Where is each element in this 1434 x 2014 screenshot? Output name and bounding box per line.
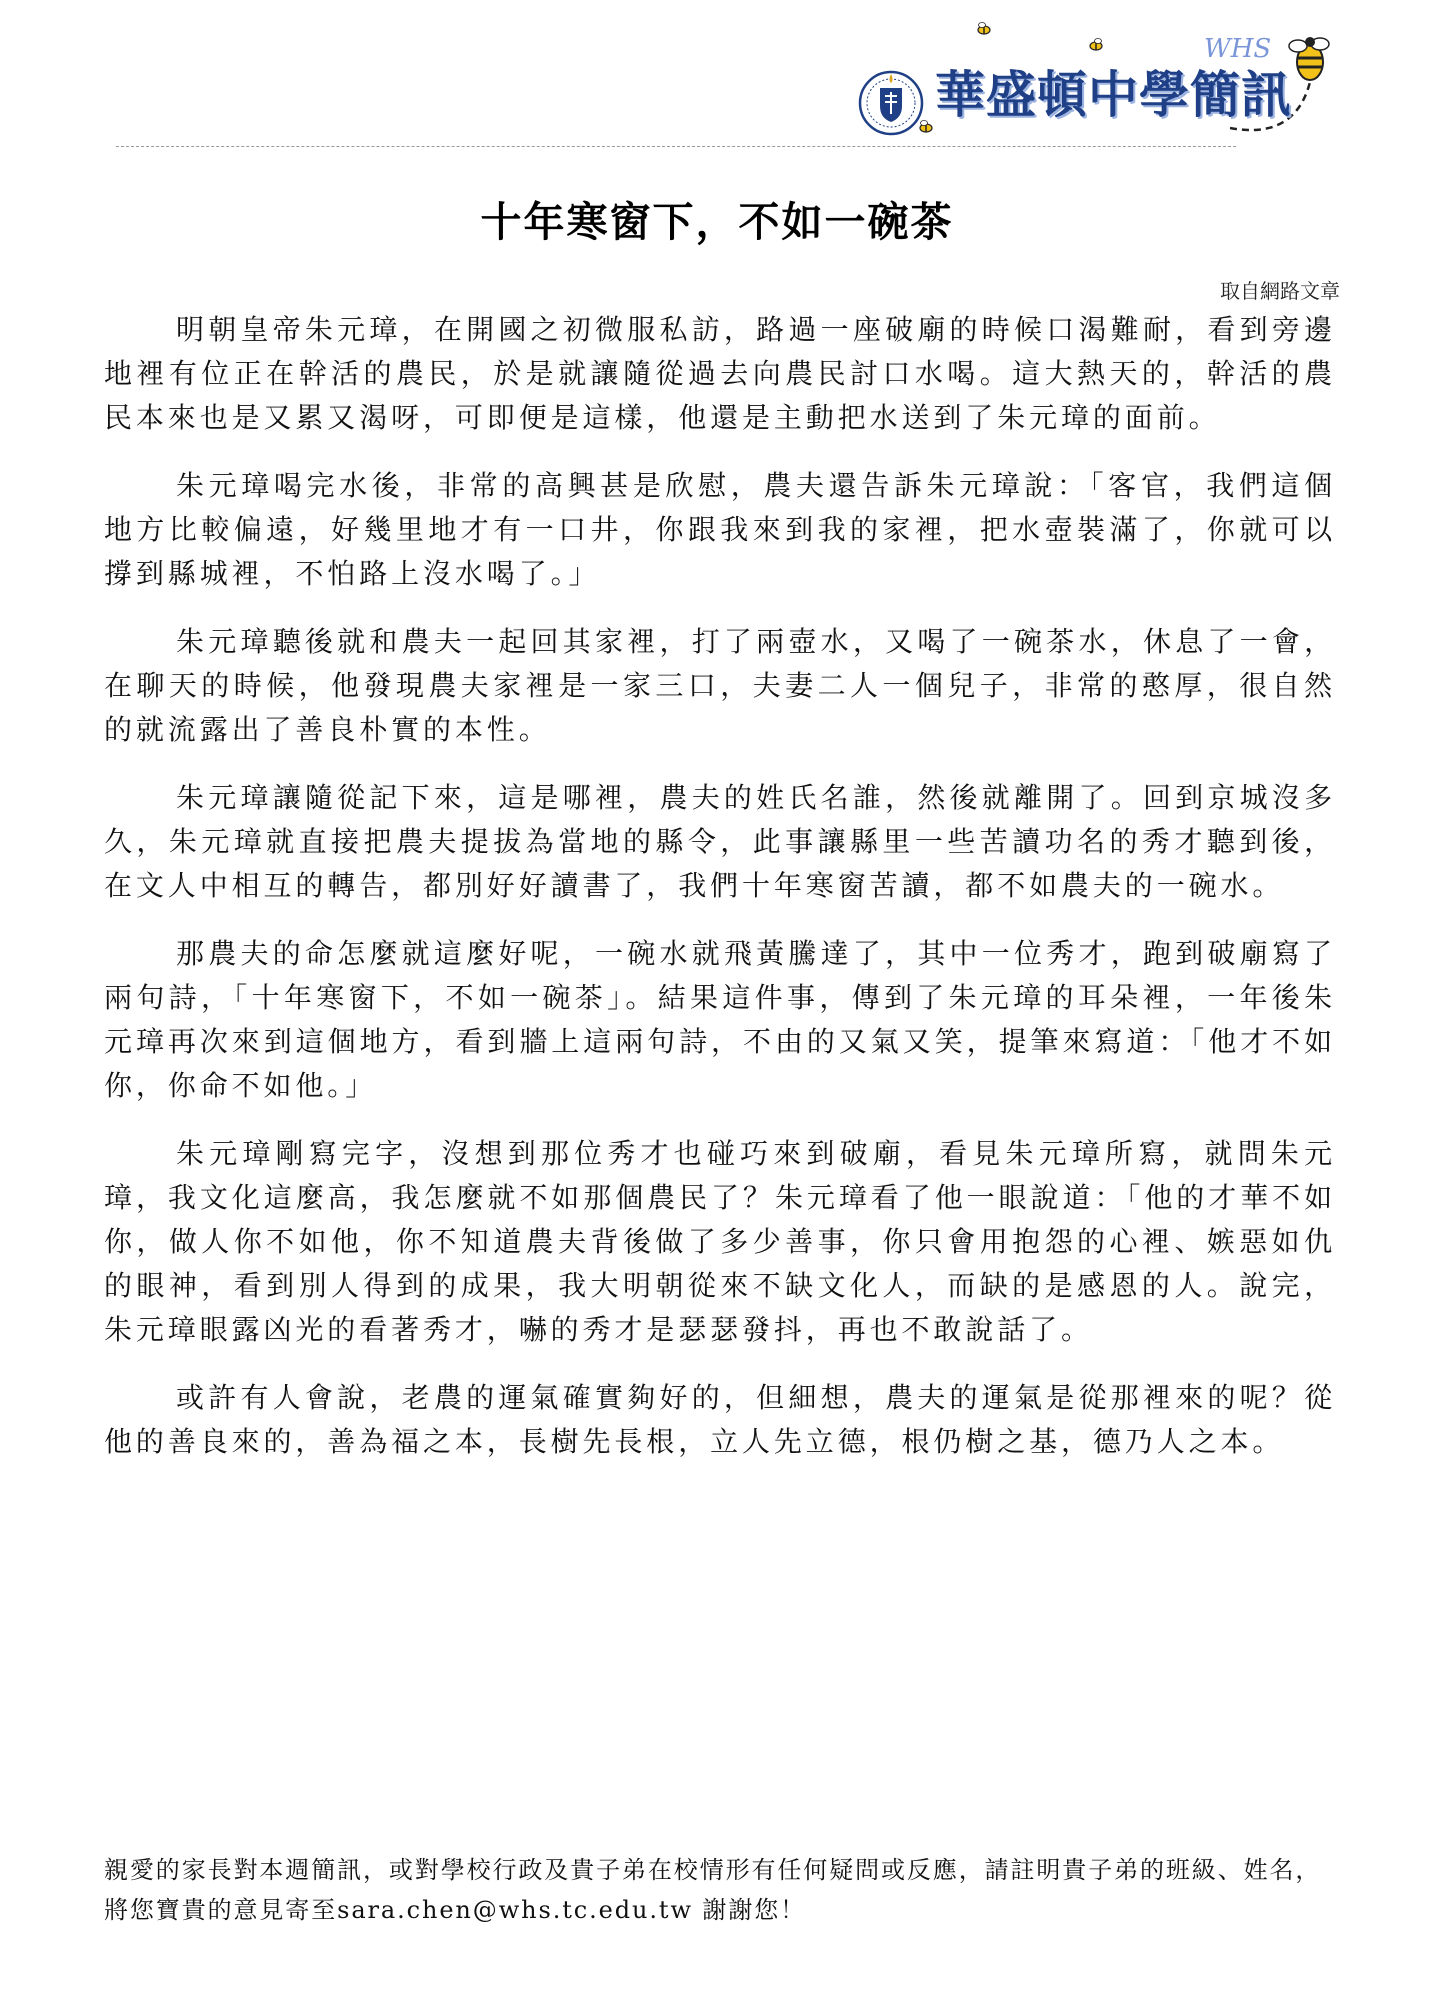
masthead-tag: WHS [1204, 34, 1272, 64]
footer-contact-note: 親愛的家長對本週簡訊，或對學校行政及貴子弟在校情形有任何疑問或反應，請註明貴子弟的班級、姓名，將您寶貴的意見寄至sara.chen@whs.tc.edu.tw 謝謝您！ [104, 1856, 1322, 1924]
masthead [0, 0, 1434, 150]
article-paragraph: 那農夫的命怎麼就這麼好呢，一碗水就飛黃騰達了，其中一位秀才，跑到破廟寫了兩句詩，「十年寒窗下，不如一碗茶」。結果這件事，傳到了朱元璋的耳朵裡，一年後朱元璋再次來到這個地方，看到牆上這兩句詩，不由的又氣又笑，提筆來寫道：「他才不如你，你命不如他。」 [104, 937, 1336, 1102]
article-paragraph: 朱元璋聽後就和農夫一起回其家裡，打了兩壺水，又喝了一碗茶水，休息了一會，在聊天的時候，他發現農夫家裡是一家三口，夫妻二人一個兒子，非常的憨厚，很自然的就流露出了善良朴實的本性。 [104, 625, 1336, 746]
masthead-title: 華盛頓中學簡訊 [935, 66, 1292, 124]
article-body [104, 308, 1336, 1488]
article-title: 十年寒窗下，不如一碗茶 [480, 198, 954, 246]
article-paragraph: 明朝皇帝朱元璋，在開國之初微服私訪，路過一座破廟的時候口渴難耐，看到旁邊地裡有位正在幹活的農民，於是就讓隨從過去向農民討口水喝。這大熱天的，幹活的農民本來也是又累又渴呀，可即便是這樣，他還是主動把水送到了朱元璋的面前。 [104, 313, 1336, 434]
article-paragraph: 朱元璋剛寫完字，沒想到那位秀才也碰巧來到破廟，看見朱元璋所寫，就問朱元璋，我文化這麼高，我怎麼就不如那個農民了？朱元璋看了他一眼說道：「他的才華不如你，做人你不如他，你不知道農夫背後做了多少善事，你只會用抱怨的心裡、嫉惡如仇的眼神，看到別人得到的成果，我大明朝從來不缺文化人，而缺的是感恩的人。說完，朱元璋眼露凶光的看著秀才，嚇的秀才是瑟瑟發抖，再也不敢說話了。 [104, 1137, 1336, 1346]
article-paragraph: 朱元璋喝完水後，非常的高興甚是欣慰，農夫還告訴朱元璋說：「客官，我們這個地方比較偏遠，好幾里地才有一口井，你跟我來到我的家裡，把水壺裝滿了，你就可以撐到縣城裡，不怕路上沒水喝了。」 [104, 469, 1336, 590]
school-crest-icon [858, 70, 924, 136]
article-paragraph: 朱元璋讓隨從記下來，這是哪裡，農夫的姓氏名誰，然後就離開了。回到京城沒多久，朱元璋就直接把農夫提拔為當地的縣令，此事讓縣里一些苦讀功名的秀才聽到後，在文人中相互的轉告，都別好好讀書了，我們十年寒窗苦讀，都不如農夫的一碗水。 [104, 781, 1336, 902]
article-paragraph: 或許有人會說，老農的運氣確實夠好的，但細想，農夫的運氣是從那裡來的呢？從他的善良來的，善為福之本，長樹先長根，立人先立德，根仍樹之基，德乃人之本。 [104, 1381, 1336, 1458]
article-source: 取自網路文章 [1220, 279, 1340, 303]
header-divider [116, 146, 1236, 147]
